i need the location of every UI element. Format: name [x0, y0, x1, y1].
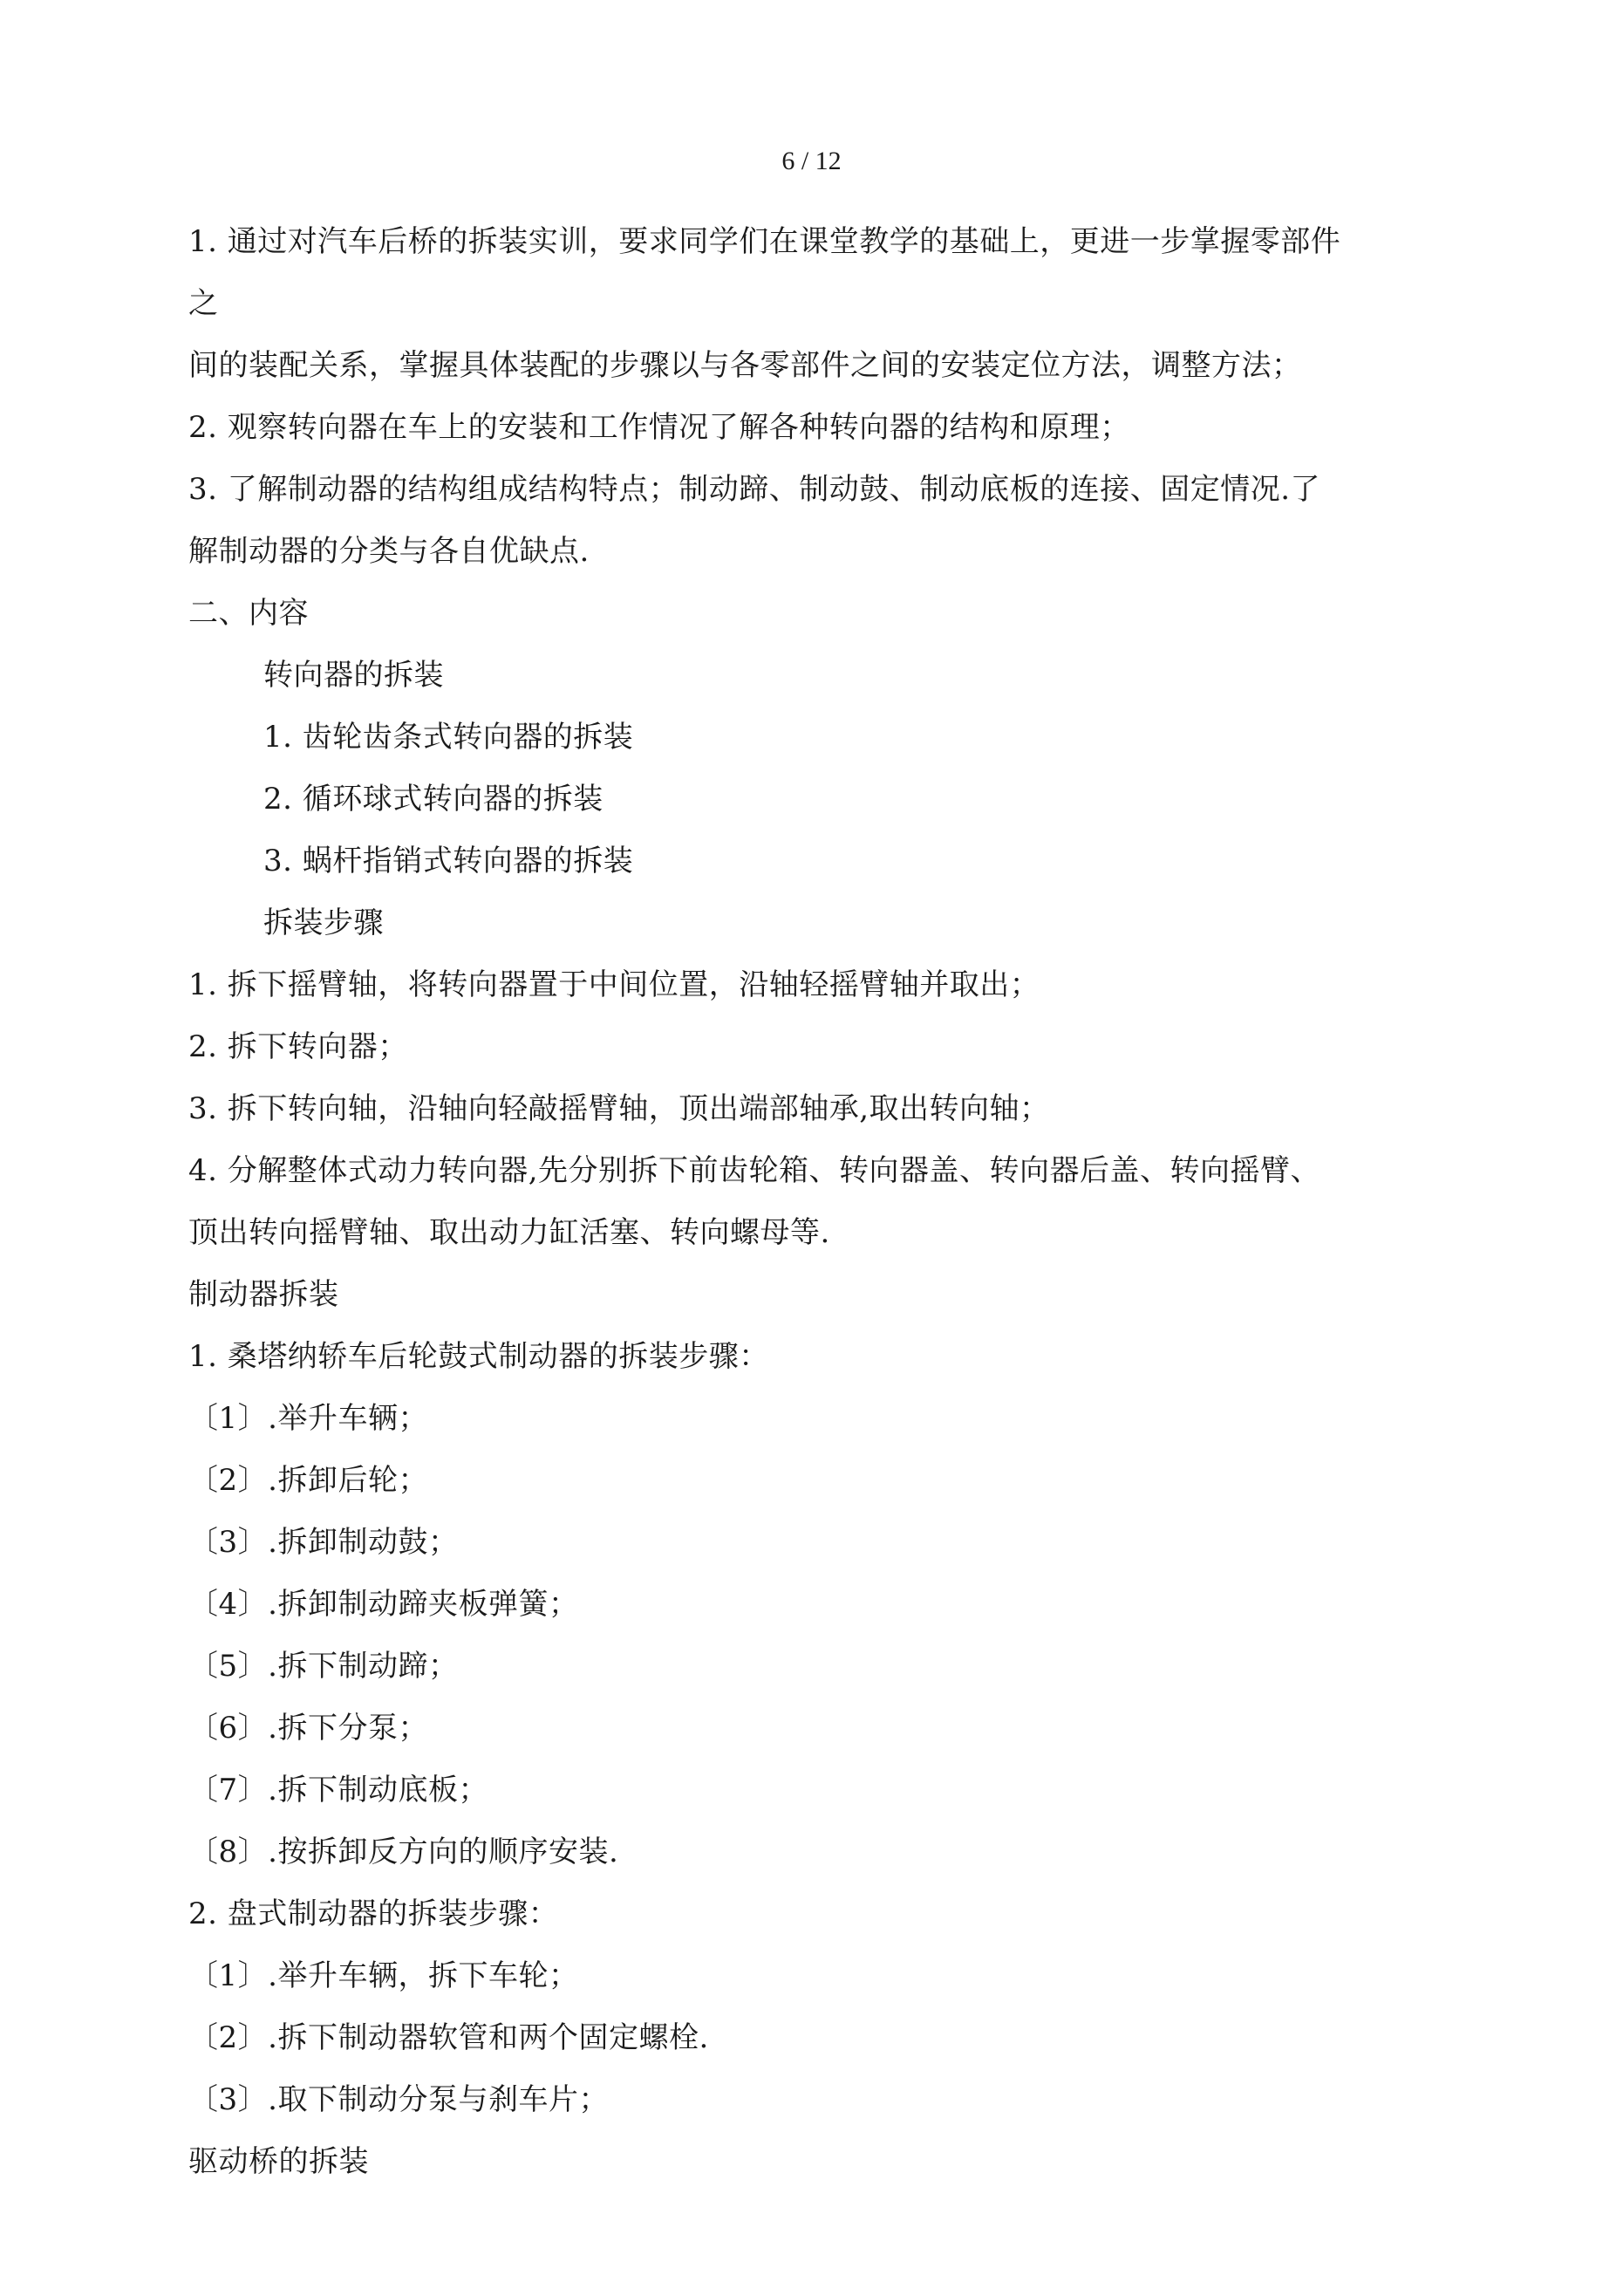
page-number: 6 / 12 [781, 147, 842, 175]
step-item: 〔8〕.按拆卸反方向的顺序安装. [188, 1835, 619, 1869]
list-item: 3. 蜗杆指销式转向器的拆装 [263, 844, 634, 878]
step-item: 〔2〕.拆卸后轮； [188, 1463, 428, 1498]
step-item: 〔3〕.拆卸制动鼓； [188, 1525, 459, 1560]
subsection-heading: 驱动桥的拆装 [188, 2144, 369, 2179]
list-item: 3. 拆下转向轴，沿轴向轻敲摇臂轴，顶出端部轴承,取出转向轴； [188, 1091, 1050, 1126]
list-item: 1. 齿轮齿条式转向器的拆装 [263, 720, 634, 755]
paragraph-line: 顶出转向摇臂轴、取出动力缸活塞、转向螺母等. [188, 1215, 830, 1250]
step-item: 〔4〕.拆卸制动蹄夹板弹簧； [188, 1587, 579, 1622]
subsection-heading: 转向器的拆装 [263, 658, 444, 693]
paragraph-line: 2. 观察转向器在车上的安装和工作情况了解各种转向器的结构和原理； [188, 410, 1130, 445]
list-item: 1. 拆下摇臂轴，将转向器置于中间位置，沿轴轻摇臂轴并取出； [188, 967, 1040, 1002]
paragraph-line: 解制动器的分类与各自优缺点. [188, 534, 590, 569]
step-item: 〔1〕.举升车辆，拆下车轮； [188, 1958, 579, 1993]
subsection-heading: 制动器拆装 [188, 1277, 339, 1312]
list-item: 1. 桑塔纳轿车后轮鼓式制动器的拆装步骤： [188, 1339, 769, 1374]
step-item: 〔1〕.举升车辆； [188, 1401, 428, 1436]
paragraph-line: 间的装配关系，掌握具体装配的步骤以与各零部件之间的安装定位方法，调整方法； [188, 348, 1302, 383]
list-item: 2. 拆下转向器； [188, 1029, 408, 1064]
list-item: 4. 分解整体式动力转向器,先分别拆下前齿轮箱、转向器盖、转向器后盖、转向摇臂、 [188, 1153, 1321, 1188]
step-item: 〔7〕.拆下制动底板； [188, 1773, 488, 1807]
list-item: 2. 循环球式转向器的拆装 [263, 782, 604, 817]
subsection-heading: 拆装步骤 [263, 905, 384, 940]
paragraph-line: 3. 了解制动器的结构组成结构特点；制动蹄、制动鼓、制动底板的连接、固定情况.了 [188, 472, 1321, 507]
list-item: 2. 盘式制动器的拆装步骤： [188, 1896, 559, 1931]
paragraph-line: 1. 通过对汽车后桥的拆装实训，要求同学们在课堂教学的基础上，更进一步掌握零部件 [188, 224, 1341, 259]
step-item: 〔3〕.取下制动分泵与刹车片； [188, 2082, 609, 2117]
document-body [188, 211, 1444, 2193]
step-item: 〔5〕.拆下制动蹄； [188, 1649, 459, 1684]
paragraph-line: 之 [188, 286, 219, 321]
step-item: 〔2〕.拆下制动器软管和两个固定螺栓. [188, 2020, 709, 2055]
step-item: 〔6〕.拆下分泵； [188, 1711, 428, 1746]
section-heading: 二、内容 [188, 596, 309, 631]
